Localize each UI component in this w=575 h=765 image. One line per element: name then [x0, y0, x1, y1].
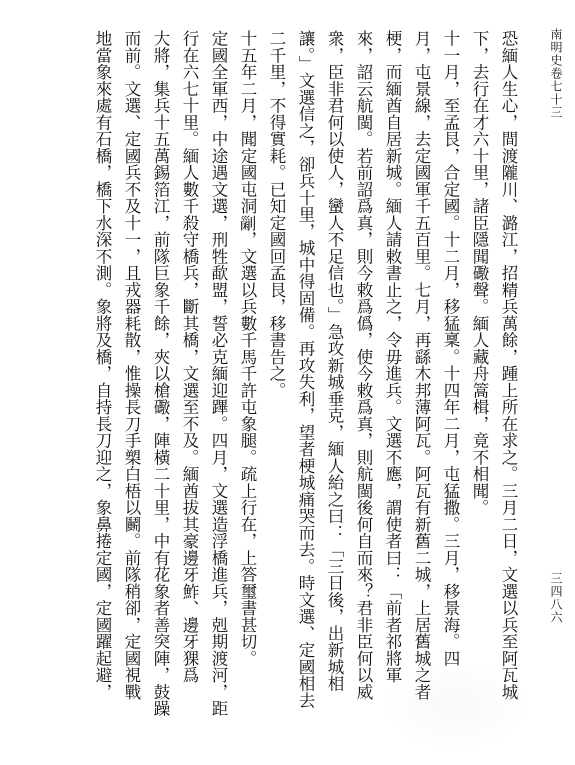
text-column: 二千里，不得實耗。已知定國回孟艮，移書告之。: [267, 30, 286, 399]
faint-watermark-stamp: [382, 660, 532, 750]
text-column: 十一月，至孟艮，合定國。十二月，移猛稟。十四年二月，屯猛撒。三月，移景海。四: [441, 30, 460, 667]
text-column: 大將，集兵十五萬錫箔江，前隊巨象千餘，夾以槍礮，陣橫二十里，中有花象者善突陣，鼓躁: [151, 30, 170, 717]
text-column: 讓。」文選信之，卻兵十里，城中得固備。再攻失利，望者梗城痛哭而去。時文選、定國相去: [296, 30, 315, 709]
text-column: 恐緬人生心，間渡隴川、潞江，招精兵萬餘，踵上所在求之。三月二日，文選以兵至阿瓦城: [499, 30, 518, 700]
text-column: 月，屯景線，去定國軍千五百里。七月，再繇木邦薄阿瓦。阿瓦有新舊二城，上居舊城之者: [412, 30, 431, 700]
text-column: 地當象來處有石橋，橋下水深不測。象將及橋，自持長刀迎之，象鼻捲定國，定國躍起避，: [93, 30, 112, 700]
text-column: 十五年二月，聞定國屯洞𠞜，文選以兵數千馬千許屯象腿。疏上行在，上答璽書甚切。: [238, 30, 257, 667]
text-column: 下，去行在才六十里，諸臣隱聞礮聲。緬人藏舟篙楫，竟不相聞。: [470, 30, 489, 516]
text-column: 定國全軍西，中途遇文選，刑牲歃盟，誓必克緬迎蹕。四月，文選造浮橋進兵，剋期渡河，距: [209, 30, 228, 717]
text-column: 衆，臣非君何以使人，蠻人不足信也。」急攻新城垂克，緬人紿之曰：「三日後，出新城相: [325, 30, 344, 692]
running-head-book-title: 南明史卷七十三: [549, 28, 563, 119]
text-column: 行在六七十里。緬人數千殺守橋兵，斷其橋，文選至不及。緬酋拔其豪邊牙鮓、邊牙猓爲: [180, 30, 199, 684]
body-text: [89, 30, 521, 745]
text-column: 來，詔云航閩。若前詔爲真，則今敕爲僞，使今敕爲真，則航閩後何自而來？君非臣何以威: [354, 30, 373, 700]
text-column: 而前。文選、定國兵不及十一，且戎器耗散，惟操長刀手槊白梧以鬭。前隊稍卻，定國視戰: [122, 30, 141, 700]
text-column: 梗，而緬酋自居新城。緬人請敕書止之，令毋進兵。文選不應，謂使者曰：「前者祁將軍: [383, 30, 402, 684]
page-number: 三四八六: [549, 572, 563, 624]
